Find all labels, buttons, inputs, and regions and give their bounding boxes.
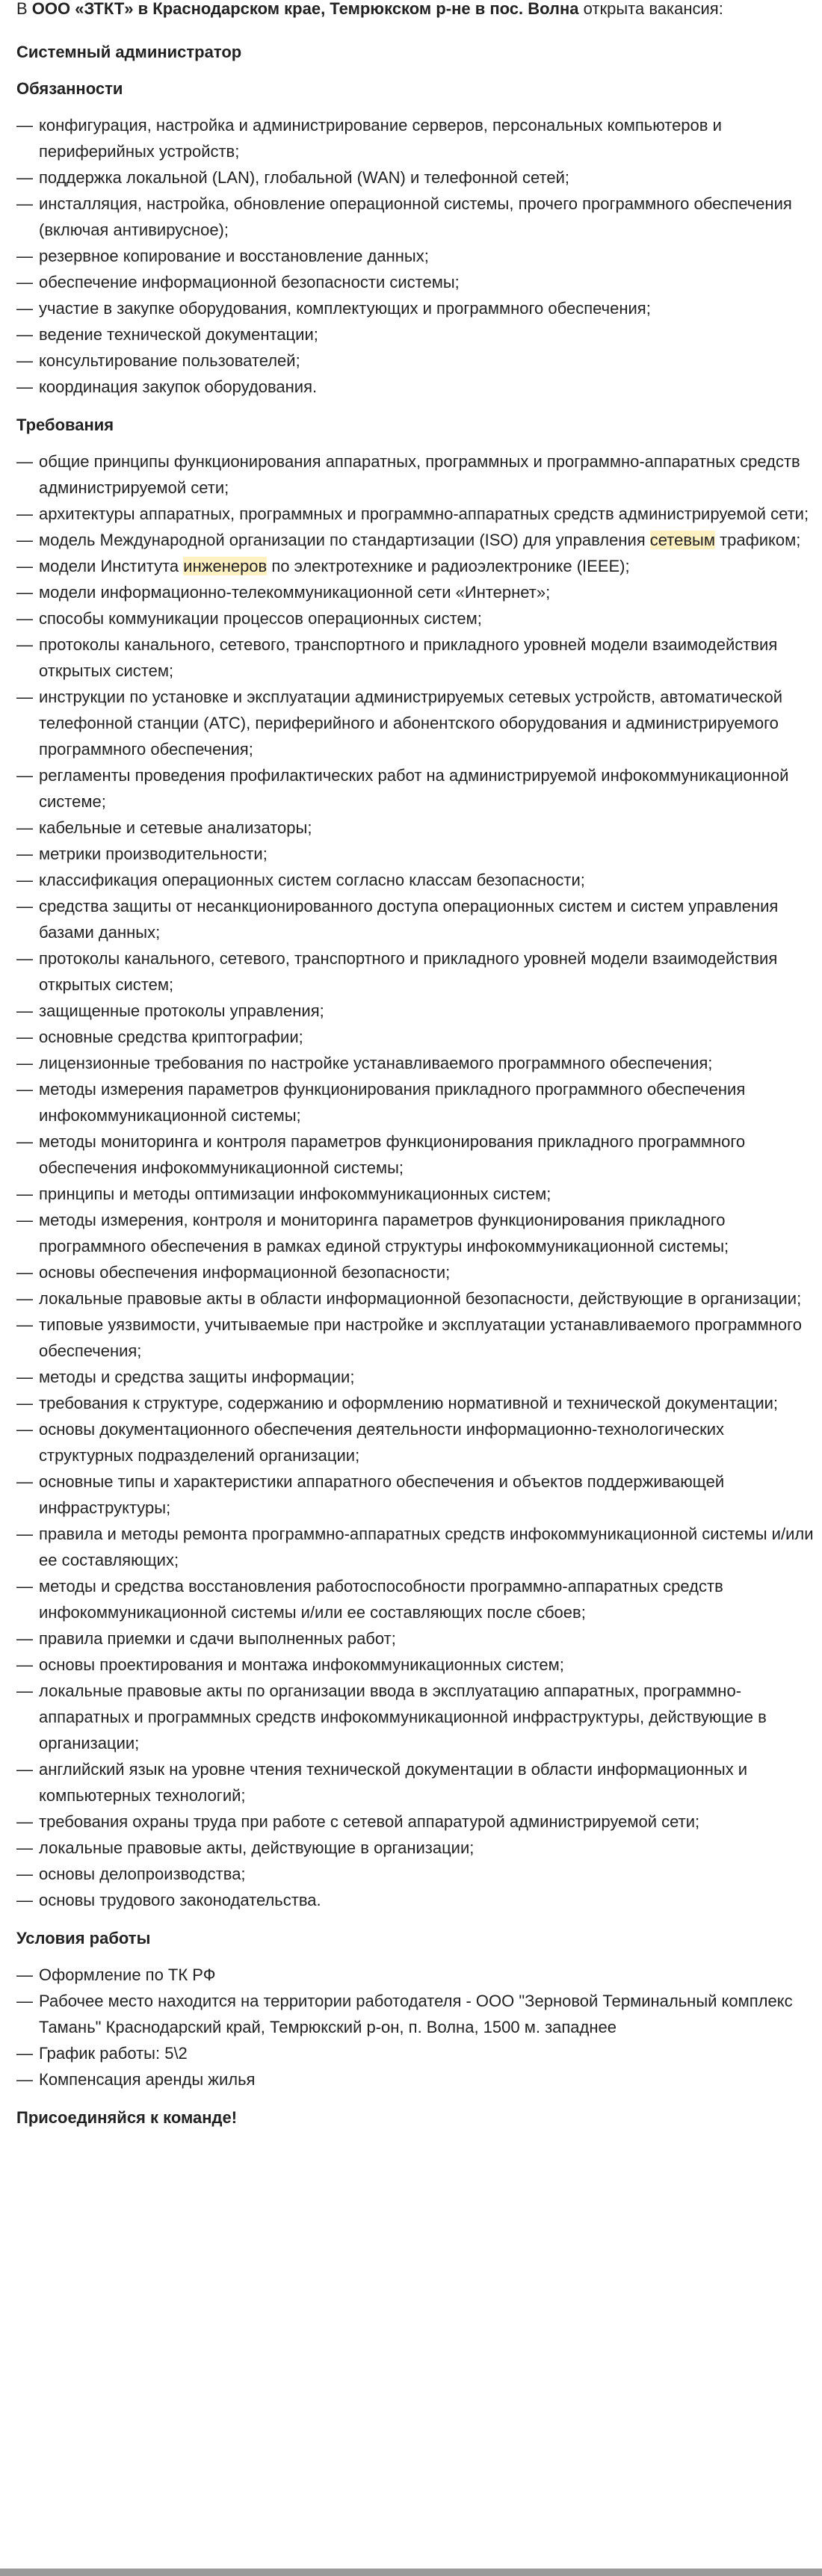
intro-prefix: В bbox=[16, 0, 32, 18]
list-item: — протоколы канального, сетевого, транспортного и прикладного уровней модели взаимодействия открытых систем; bbox=[16, 631, 815, 684]
list-item: — методы и средства восстановления работоспособности программно-аппаратных средств инфокоммуникационной системы и/или ее составляющих после сбоев; bbox=[16, 1573, 815, 1625]
list-item: — методы измерения параметров функционирования прикладного программного обеспечения инфокоммуникационной системы; bbox=[16, 1076, 815, 1128]
list-item: — модели Института инженеров по электротехнике и радиоэлектронике (IEEE); bbox=[16, 553, 815, 579]
list-item: — консультирование пользователей; bbox=[16, 348, 815, 374]
list-item: — методы и средства защиты информации; bbox=[16, 1364, 815, 1390]
list-item: — модель Международной организации по стандартизации (ISO) для управления сетевым трафиком; bbox=[16, 527, 815, 553]
intro-suffix: открыта вакансия: bbox=[578, 0, 723, 18]
list-item: — инсталляция, настройка, обновление операционной системы, прочего программного обеспечения (включая антивирусное); bbox=[16, 191, 815, 243]
list-item: — основы обеспечения информационной безопасности; bbox=[16, 1259, 815, 1285]
list-item: — типовые уязвимости, учитываемые при настройке и эксплуатации устанавливаемого программного обеспечения; bbox=[16, 1312, 815, 1364]
list-item: — основные типы и характеристики аппаратного обеспечения и объектов поддерживающей инфраструктуры; bbox=[16, 1468, 815, 1521]
requirements-heading: Требования bbox=[16, 416, 114, 434]
job-title: Системный администратор bbox=[16, 43, 242, 61]
list-item: — основы трудового законодательства. bbox=[16, 1887, 815, 1913]
list-item: — основы делопроизводства; bbox=[16, 1861, 815, 1887]
list-item: — требования к структуре, содержанию и оформлению нормативной и технической документации; bbox=[16, 1390, 815, 1416]
highlighted-word: сетевым bbox=[649, 531, 715, 549]
highlighted-word: инженеров bbox=[183, 557, 268, 575]
list-item: — принципы и методы оптимизации инфокоммуникационных систем; bbox=[16, 1181, 815, 1207]
list-item: — Компенсация аренды жилья bbox=[16, 2066, 815, 2092]
list-item: — ведение технической документации; bbox=[16, 321, 815, 348]
list-item: — локальные правовые акты по организации ввода в эксплуатацию аппаратных, программно-аппаратных и программных средств инфокоммуникационной инфраструктуры, действующие в организации; bbox=[16, 1678, 815, 1756]
intro-line bbox=[16, 0, 815, 18]
list-item: — конфигурация, настройка и администрирование серверов, персональных компьютеров и периферийных устройств; bbox=[16, 112, 815, 164]
list-item: — защищенные протоколы управления; bbox=[16, 998, 815, 1024]
list-item: — требования охраны труда при работе с сетевой аппаратурой администрируемой сети; bbox=[16, 1809, 815, 1835]
list-item: — английский язык на уровне чтения технической документации в области информационных и компьютерных технологий; bbox=[16, 1756, 815, 1809]
list-item: — График работы: 5\2 bbox=[16, 2040, 815, 2066]
list-item: — лицензионные требования по настройке устанавливаемого программного обеспечения; bbox=[16, 1050, 815, 1076]
list-item: — общие принципы функционирования аппаратных, программных и программно-аппаратных средств администрируемой сети; bbox=[16, 448, 815, 501]
list-item: — правила и методы ремонта программно-аппаратных средств инфокоммуникационной системы и/или ее составляющих; bbox=[16, 1521, 815, 1573]
bottom-scroll-bar bbox=[0, 2569, 822, 2576]
conditions-list bbox=[16, 1962, 815, 2092]
list-item: — Рабочее место находится на территории работодателя - ООО "Зерновой Терминальный комплекс Тамань" Краснодарский край, Темрюкский р-он, п. Волна, 1500 м. западнее bbox=[16, 1988, 815, 2040]
list-item: — координация закупок оборудования. bbox=[16, 374, 815, 400]
list-item: — средства защиты от несанкционированного доступа операционных систем и систем управления базами данных; bbox=[16, 893, 815, 945]
list-item: — локальные правовые акты, действующие в организации; bbox=[16, 1835, 815, 1861]
list-item: — классификация операционных систем согласно классам безопасности; bbox=[16, 867, 815, 893]
list-item: — методы измерения, контроля и мониторинга параметров функционирования прикладного программного обеспечения в рамках единой структуры инфокоммуникационной системы; bbox=[16, 1207, 815, 1259]
list-item: — обеспечение информационной безопасности системы; bbox=[16, 269, 815, 295]
conditions-heading: Условия работы bbox=[16, 1929, 151, 1948]
list-item: — методы мониторинга и контроля параметров функционирования прикладного программного обеспечения инфокоммуникационной системы; bbox=[16, 1128, 815, 1181]
list-item: — поддержка локальной (LAN), глобальной (WAN) и телефонной сетей; bbox=[16, 164, 815, 191]
list-item: — резервное копирование и восстановление данных; bbox=[16, 243, 815, 269]
list-item: — правила приемки и сдачи выполненных работ; bbox=[16, 1625, 815, 1652]
list-item: — кабельные и сетевые анализаторы; bbox=[16, 815, 815, 841]
list-item: — регламенты проведения профилактических работ на администрируемой инфокоммуникационной системе; bbox=[16, 762, 815, 815]
list-item: — способы коммуникации процессов операционных систем; bbox=[16, 605, 815, 631]
duties-list bbox=[16, 112, 815, 400]
list-item: — архитектуры аппаратных, программных и программно-аппаратных средств администрируемой сети; bbox=[16, 501, 815, 527]
list-item: — модели информационно-телекоммуникационной сети «Интернет»; bbox=[16, 579, 815, 605]
intro-company-location: ООО «ЗТКТ» в Краснодарском крае, Темрюкском р-не в пос. Волна bbox=[31, 0, 579, 18]
list-item: — Оформление по ТК РФ bbox=[16, 1962, 815, 1988]
list-item: — основы документационного обеспечения деятельности информационно-технологических структурных подразделений организации; bbox=[16, 1416, 815, 1468]
list-item: — основы проектирования и монтажа инфокоммуникационных систем; bbox=[16, 1652, 815, 1678]
requirements-list bbox=[16, 448, 815, 1913]
list-item: — участие в закупке оборудования, комплектующих и программного обеспечения; bbox=[16, 295, 815, 321]
closing-line: Присоединяйся к команде! bbox=[16, 2108, 238, 2127]
list-item: — основные средства криптографии; bbox=[16, 1024, 815, 1050]
list-item: — локальные правовые акты в области информационной безопасности, действующие в организации; bbox=[16, 1285, 815, 1312]
list-item: — инструкции по установке и эксплуатации администрируемых сетевых устройств, автоматической телефонной станции (АТС), периферийного и абонентского оборудования и администрируемого программного обеспечения; bbox=[16, 684, 815, 762]
list-item: — метрики производительности; bbox=[16, 841, 815, 867]
list-item: — протоколы канального, сетевого, транспортного и прикладного уровней модели взаимодействия открытых систем; bbox=[16, 945, 815, 998]
duties-heading: Обязанности bbox=[16, 79, 123, 98]
